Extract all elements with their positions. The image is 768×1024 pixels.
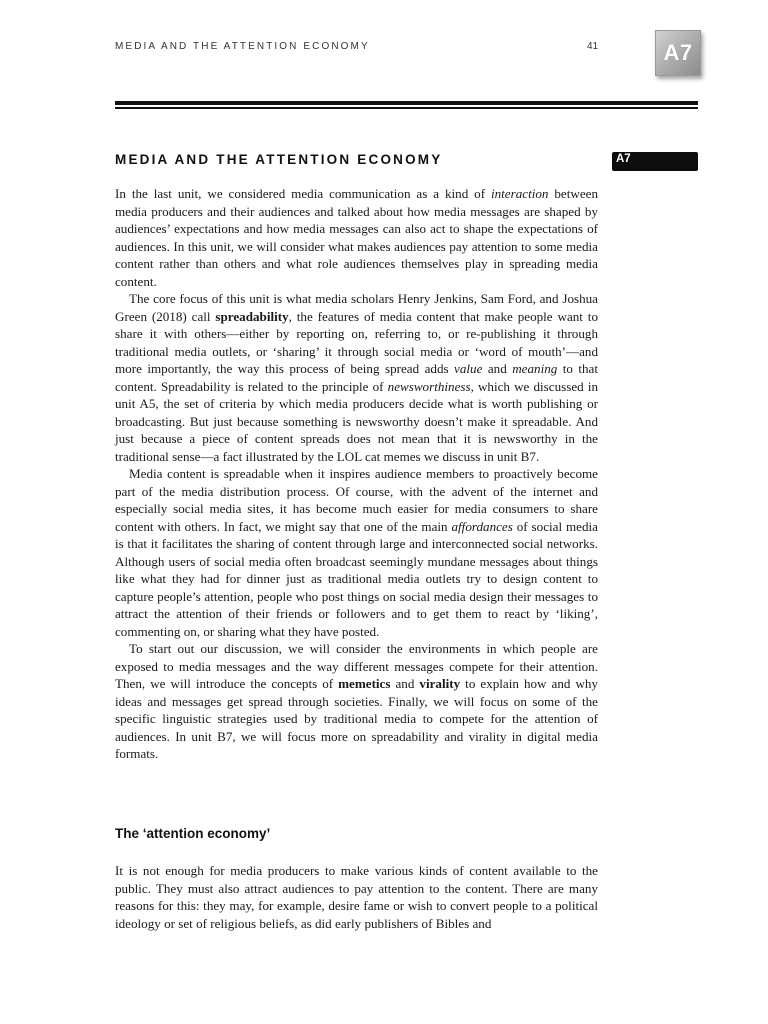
main-body-text (115, 185, 598, 763)
text-run: , the features of media content that make people want to share it with others—either by reporting on, referring to, or re-publishing it through traditional media outlets, or ‘sharing’ it through social media or ‘word of mouth’—and more importantly, the way this process of being spread adds (115, 308, 598, 376)
section-title: MEDIA AND THE ATTENTION ECONOMY (115, 152, 443, 167)
margin-unit-tag: A7 (612, 152, 698, 171)
italic-term: interaction (490, 186, 549, 201)
italic-term: value (454, 361, 483, 376)
text-run: and (482, 361, 513, 376)
page-number: 41 (587, 41, 599, 52)
italic-term: affordances (451, 518, 513, 534)
paragraph-2 (115, 290, 598, 465)
paragraph-3 (115, 465, 598, 640)
bold-term: memetics (338, 676, 391, 691)
text-run: and (390, 676, 420, 691)
italic-term: meaning (512, 361, 558, 376)
text-run: The core focus of this unit is what media scholars Henry Jenkins, Sam Ford, and Joshua Green (2018) call (115, 291, 598, 324)
header-rule-thick (115, 101, 698, 105)
text-run: In the last unit, we considered media communication as a kind of (115, 186, 491, 201)
subsection-paragraph-1 (115, 862, 598, 932)
text-run: to explain how and why ideas and messages get spread through societies. Finally, we will focus on some of the specific linguistic strategies used by traditional media to compete for the attention of audiences. In unit B7, we will focus more on spreadability and virality in digital media formats. (115, 676, 598, 761)
paragraph-4 (115, 640, 598, 763)
text-run: It is not enough for media producers to make various kinds of content available to the public. They must also attract audiences to pay attention to the content. There are many reasons for this: they may, for example, desire fame or wish to convert people to a political ideology or set of religious beliefs, as did early publishers of Bibles and (115, 863, 598, 931)
subsection-heading: The ‘attention economy’ (115, 826, 271, 841)
text-run: To start out our discussion, we will consider the environments in which people are exposed to media messages and the way different messages compete for their attention. Then, we will introduce the concepts of (115, 641, 598, 691)
text-run: of social media is that it facilitates the sharing of content through large and interconnected social networks. Although users of social media often broadcast seemingly mundane messages about things like what they had for dinner just as traditional media outlets try to design content to capture people’s attention, people who post things on social media design their messages to attract the attention of their friends or followers and to get them to react by ‘liking’, commenting on, or sharing what they have posted. (115, 518, 598, 639)
bold-term: spreadability (215, 308, 289, 324)
header-rule-thin (115, 107, 698, 109)
running-head: MEDIA AND THE ATTENTION ECONOMY (115, 41, 370, 52)
text-run: Media content is spreadable when it inspires audience members to proactively become part of the media distribution process. Of course, with the advent of the internet and especially social media sites, it has become much easier for media consumers to share content with others. In fact, we might say that one of the main (115, 466, 598, 534)
paragraph-1 (115, 185, 598, 290)
text-run: to that content. Spreadability is related to the principle of (115, 361, 599, 394)
text-run: , which we discussed in unit A5, the set of criteria by which media producers decide what is worth publishing or broadcasting. But just because something is newsworthy doesn’t make it spreadable. And just because a piece of content spreads does not mean that it is newsworthy in the traditional sense—a fact illustrated by the LOL cat memes we discuss in unit B7. (115, 378, 599, 464)
unit-tab-badge: A7 (655, 30, 701, 76)
italic-term: newsworthiness (387, 378, 471, 394)
text-run: between media producers and their audiences and talked about how media messages are shaped by audiences’ expectations and how media messages can also act to shape the expectations of audiences. In this unit, we will consider what makes audiences pay attention to some media content rather than others and what role audiences themselves play in spreading media content. (115, 186, 598, 289)
subsection-body-text (115, 862, 598, 932)
bold-term: virality (419, 676, 461, 691)
